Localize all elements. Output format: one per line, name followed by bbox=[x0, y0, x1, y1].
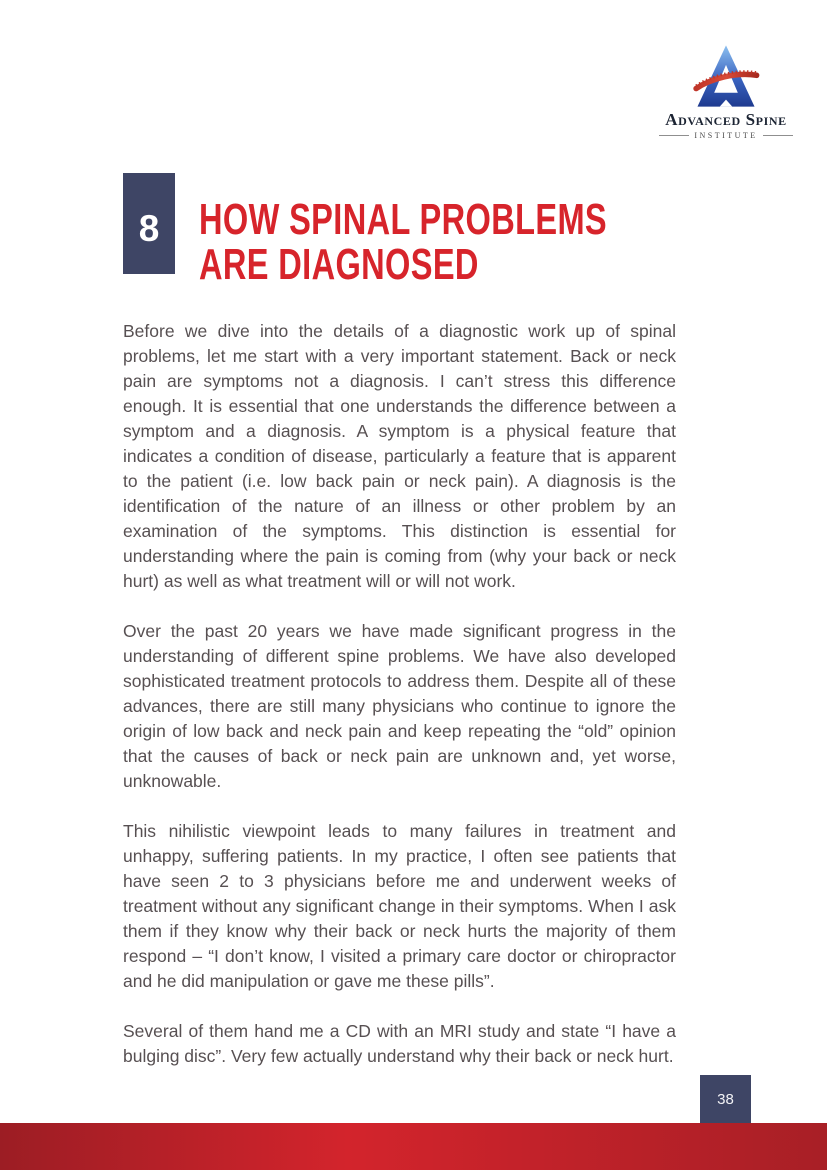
chapter-heading bbox=[123, 173, 750, 287]
chapter-title-line-1: HOW SPINAL PROBLEMS bbox=[199, 195, 608, 244]
advanced-spine-logo bbox=[659, 44, 793, 140]
chapter-number-box bbox=[123, 173, 175, 274]
divider-line-right bbox=[763, 135, 793, 136]
page-number: 38 bbox=[717, 1090, 734, 1108]
body-paragraph: Before we dive into the details of a diagnostic work up of spinal problems, let me start with a very important statement. Back or neck pain are symptoms not a diagnosis. I can’t stress this difference enough. It is essential that one understands the difference between a symptom and a diagnosis. A symptom is a physical feature that indicates a condition of disease, particularly a feature that is apparent to the patient (i.e. low back pain or neck pain). A diagnosis is the identification of the nature of an illness or other problem by an examination of the symptoms. This distinction is essential for understanding where the pain is coming from (why your back or neck hurt) as well as what treatment will or will not work. bbox=[123, 321, 676, 591]
divider-line-left bbox=[659, 135, 689, 136]
body-text bbox=[123, 319, 676, 1094]
logo-subtitle-row bbox=[659, 131, 793, 140]
bottom-accent-bar bbox=[0, 1123, 827, 1170]
page-number-box bbox=[700, 1075, 751, 1123]
chapter-number: 8 bbox=[138, 207, 160, 249]
chapter-title bbox=[199, 197, 607, 287]
body-paragraph: This nihilistic viewpoint leads to many failures in treatment and unhappy, suffering patients. In my practice, I often see patients that have seen 2 to 3 physicians before me and underwent weeks of treatment without any significant change in their symptoms. When I ask them if they know why their back or neck hurts the majority of them respond – “I don’t know, I visited a primary care doctor or chiropractor and he did manipulation or gave me these pills”. bbox=[123, 821, 676, 991]
chapter-title-line-2: ARE DIAGNOSED bbox=[199, 240, 479, 289]
logo-name: Advanced Spine bbox=[665, 110, 787, 129]
letter-a-spine-icon bbox=[691, 44, 761, 108]
body-paragraph: Several of them hand me a CD with an MRI study and state “I have a bulging disc”. Very few actually understand why their back or neck hurt. bbox=[123, 1021, 676, 1066]
body-paragraph: Over the past 20 years we have made significant progress in the understanding of different spine problems. We have also developed sophisticated treatment protocols to address them. Despite all of these advances, there are still many physicians who continue to ignore the origin of low back and neck pain and keep repeating the “old” opinion that the causes of back or neck pain are unknown and, yet worse, unknowable. bbox=[123, 621, 676, 791]
logo-subtitle: INSTITUTE bbox=[694, 131, 758, 140]
